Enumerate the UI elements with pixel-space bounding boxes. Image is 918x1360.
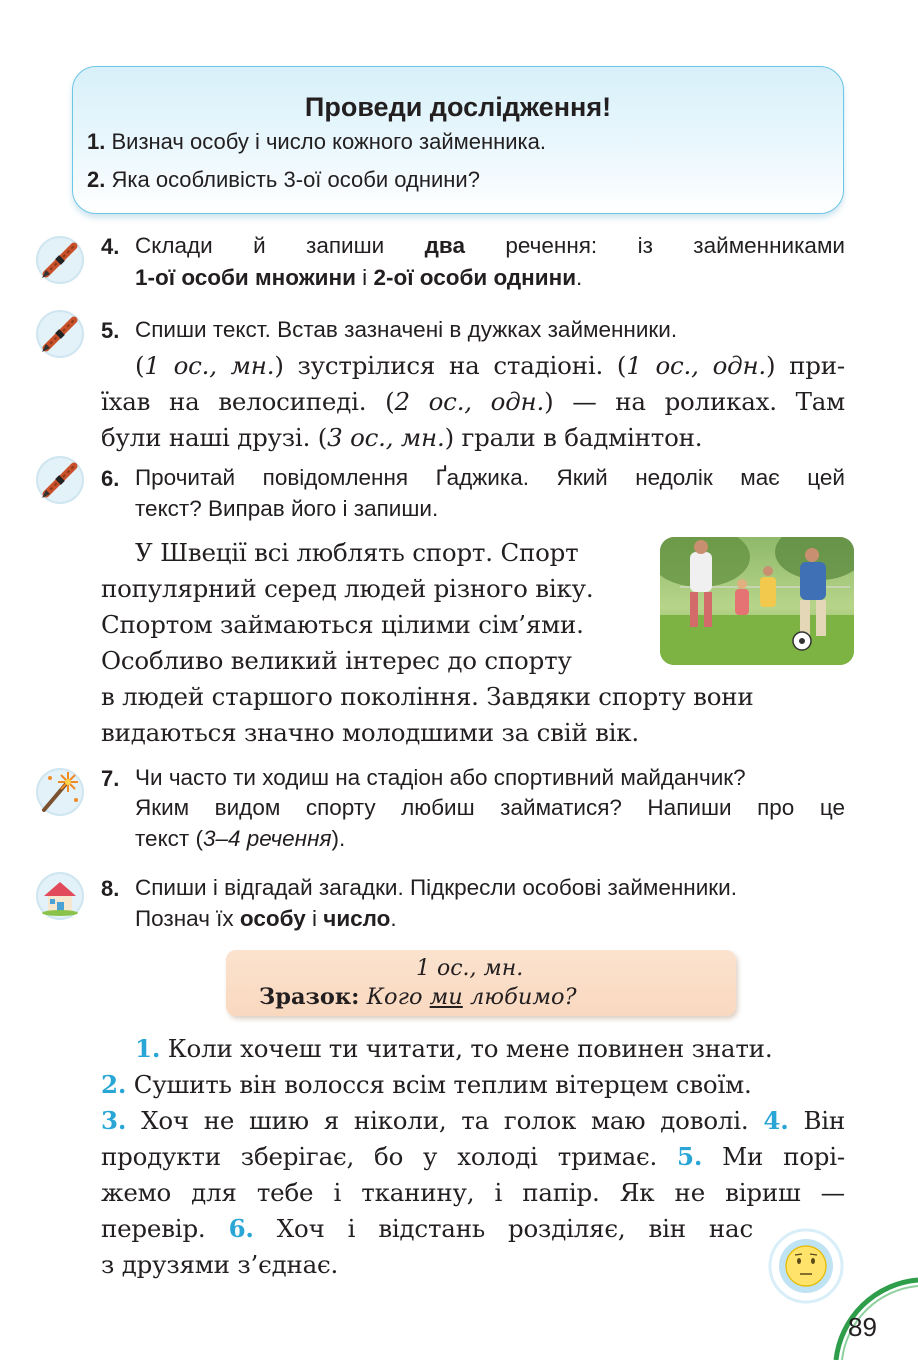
- bold-term: число: [323, 906, 391, 931]
- riddle-number: 3.: [101, 1106, 127, 1135]
- task-7-line-2: Яким видом спорту любиш займатися? Напиши про це: [135, 795, 845, 820]
- riddle-number: 6.: [228, 1214, 254, 1243]
- research-item-text: Визнач особу і число кожного займенника.: [111, 129, 547, 154]
- magic-wand-icon: [36, 768, 84, 816]
- punctuation: .: [390, 906, 397, 931]
- task-5-text-line-2: [101, 384, 845, 420]
- research-title: Проведи дослідження!: [304, 92, 612, 122]
- task-7-line-3: [135, 823, 345, 854]
- riddle-line: з друзями з’єднає.: [101, 1250, 339, 1279]
- riddle-number: 2.: [101, 1070, 127, 1099]
- riddle-text: Ми порі-: [722, 1142, 845, 1171]
- sample-underlined-pronoun: ми: [429, 984, 463, 1010]
- punctuation: .: [576, 265, 583, 290]
- word-bold: два: [424, 233, 465, 258]
- research-item-text: Яка особливість 3-ої особи однини?: [111, 167, 480, 192]
- riddle-number: 5.: [677, 1142, 703, 1171]
- task-5-number: 5.: [101, 318, 120, 343]
- riddle-line: жемо для тебе і тканину, і папір. Як не віриш —: [101, 1178, 845, 1207]
- word: із: [637, 233, 653, 258]
- task-7-number: 7.: [101, 766, 120, 791]
- task-6-text-line: Спортом займаються цілими сім’ями.: [101, 610, 584, 639]
- research-item-2: [87, 167, 480, 193]
- text: ).: [331, 826, 346, 851]
- riddle-number: 4.: [763, 1106, 789, 1135]
- riddle-text: продукти зберігає, бо у холоді тримає.: [101, 1142, 658, 1171]
- task-7-line-1: Чи часто ти ходиш на стадіон або спортивний майданчик?: [135, 765, 746, 790]
- text: текст (: [135, 826, 203, 851]
- word: речення:: [505, 233, 598, 258]
- research-item-1: [87, 129, 546, 155]
- task-5-text-line-3: [101, 420, 702, 456]
- task-6-number: 6.: [101, 466, 120, 491]
- word: запиши: [306, 233, 385, 258]
- task-5-instruction: Спиши текст. Встав зазначені в дужках займенники.: [135, 317, 678, 342]
- pronoun-hint: 1 ос., мн.: [144, 351, 275, 380]
- riddle-line: [101, 1139, 845, 1175]
- riddle-text: Хоч не шию я ніколи, та голок маю доволі.: [141, 1106, 749, 1135]
- task-8-line-1: Спиши і відгадай загадки. Підкресли особові займенники.: [135, 875, 737, 900]
- riddle-text: Він: [803, 1106, 846, 1135]
- family-sport-photo: [660, 537, 854, 665]
- research-box: [72, 66, 844, 214]
- riddle-line: [101, 1103, 845, 1139]
- riddle-text: перевір.: [101, 1214, 206, 1243]
- task-6-text-line: У Швеції всі люблять спорт. Спорт: [135, 538, 579, 567]
- research-item-number: 2.: [87, 167, 106, 192]
- riddle-line: [135, 1031, 772, 1067]
- riddle-line: [101, 1211, 753, 1247]
- task-5-text-line-1: (1 ос., мн.) зустрілися на стадіоні. (1 ос., одн.) при-: [135, 351, 845, 380]
- riddle-text: Сушить він волосся всім теплим вітерцем своїм.: [133, 1070, 752, 1099]
- text: ) зустрілися на стадіоні. (: [274, 351, 627, 380]
- text: ) при-: [765, 351, 845, 380]
- task-4-number: 4.: [101, 234, 120, 259]
- word: й: [253, 233, 266, 258]
- task-6-text-line: популярний серед людей різного віку.: [101, 574, 594, 603]
- task-8-line-2: [135, 903, 397, 934]
- sample-text: любимо?: [462, 984, 577, 1010]
- pencil-write-icon: [36, 236, 84, 284]
- text: ) грали в бадмінтон.: [444, 423, 703, 452]
- sample-line: [259, 984, 577, 1010]
- text: ) — на роликах. Там: [544, 387, 846, 416]
- pencil-write-icon: [36, 456, 84, 504]
- riddle-line: [101, 1067, 752, 1103]
- text: були наші друзі. (: [101, 423, 328, 452]
- bold-term: 2-ої особи однини: [373, 265, 577, 290]
- bold-term: 1-ої особи множини: [135, 265, 356, 290]
- word: Склади: [135, 233, 213, 258]
- sample-label: Зразок:: [259, 984, 360, 1010]
- task-6-line-1: Прочитай повідомлення Ґаджика. Який недолік має цей: [135, 465, 845, 490]
- task-6-text-line: Особливо великий інтерес до спорту: [101, 646, 572, 675]
- riddle-text: Коли хочеш ти читати, то мене повинен знати.: [167, 1034, 773, 1063]
- text: їхав на велосипеді. (: [101, 387, 395, 416]
- bold-term: особу: [239, 906, 306, 931]
- italic-text: 3–4 речення: [202, 826, 332, 851]
- page-number: 89: [848, 1312, 877, 1342]
- pronoun-hint: 1 ос., одн.: [626, 351, 766, 380]
- house-icon: [36, 872, 84, 920]
- sample-text: Кого: [366, 984, 430, 1010]
- sample-hint: 1 ос., мн.: [416, 956, 524, 981]
- task-6-line-2: текст? Виправ його і запиши.: [135, 496, 439, 521]
- task-6-text-line: в людей старшого покоління. Завдяки спорту вони: [101, 682, 754, 711]
- pencil-write-icon: [36, 310, 84, 358]
- task-8-number: 8.: [101, 876, 120, 901]
- task-6-text-line: видаються значно молодшими за свій вік.: [101, 718, 640, 747]
- riddle-number: 1.: [135, 1034, 161, 1063]
- text: і: [305, 906, 324, 931]
- pronoun-hint: 3 ос., мн.: [327, 423, 445, 452]
- text: Познач їх: [135, 906, 240, 931]
- riddle-text: Хоч і відстань розділяє, він нас: [276, 1214, 753, 1243]
- task-4-line-1: [135, 230, 845, 261]
- task-4-line-2: [135, 262, 582, 293]
- word: і: [362, 265, 368, 290]
- pronoun-hint: 2 ос., одн.: [394, 387, 545, 416]
- word: займенниками: [693, 233, 845, 258]
- research-item-number: 1.: [87, 129, 106, 154]
- sample-box: [226, 950, 736, 1016]
